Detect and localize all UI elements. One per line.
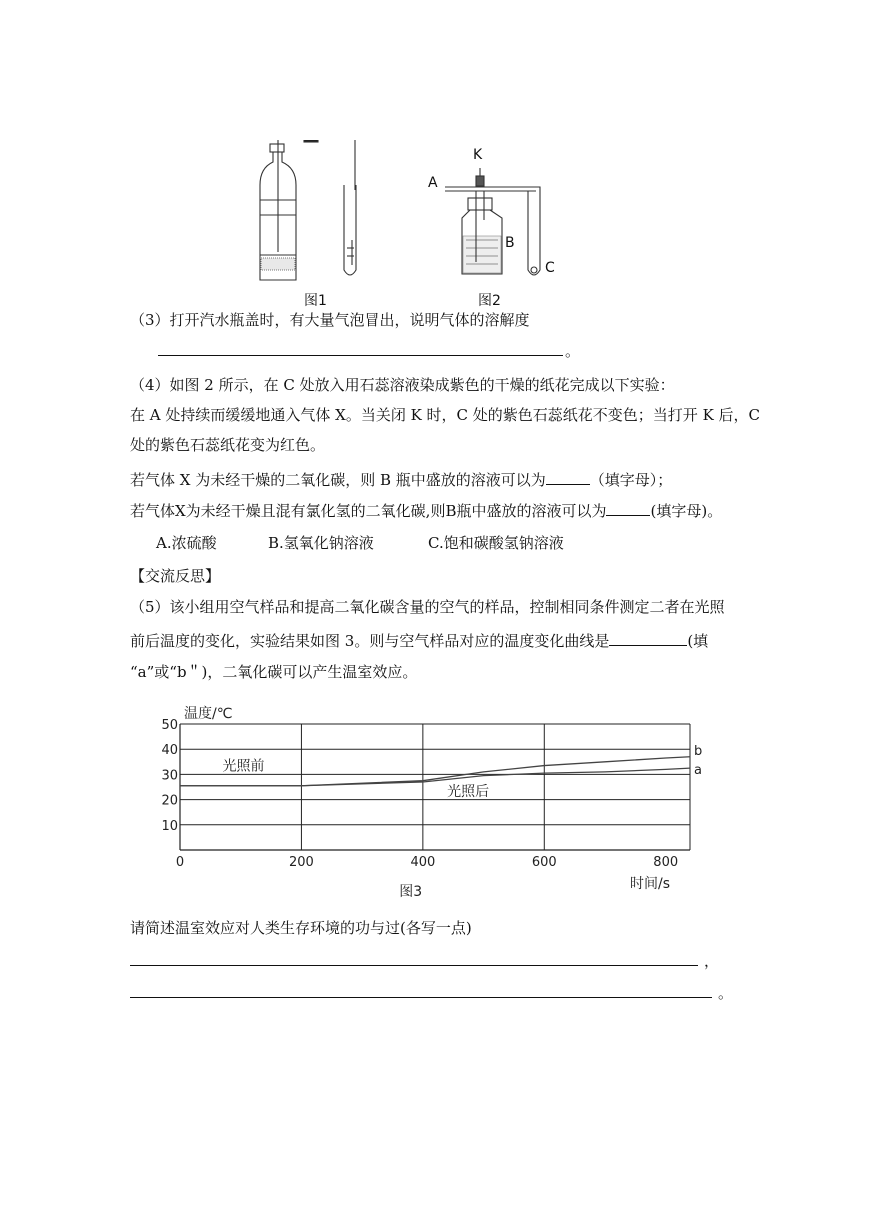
question-6-answer-line-2	[130, 997, 712, 998]
question-4-line2: 在 A 处持续而缓缓地通入气体 X。当关闭 K 时，C 处的紫色石蕊纸花不变色；当打开 K 后，C	[130, 406, 761, 424]
question-4-options	[156, 533, 564, 553]
figure2-label: 图2	[478, 293, 501, 309]
question-3-text: （3）打开汽水瓶盖时，有大量气泡冒出，说明气体的溶解度	[130, 311, 530, 329]
figure2-label-k: K	[473, 147, 483, 163]
question-5-line2-post: (填	[687, 632, 709, 650]
y-tick-label: 20	[161, 793, 178, 809]
question-5-line2	[130, 630, 708, 651]
annotation-after-light: 光照后	[447, 783, 490, 800]
figure2-label-a: A	[428, 175, 438, 191]
question-4-blank-2	[606, 500, 650, 516]
option-c: C.饱和碳酸氢钠溶液	[428, 534, 564, 552]
x-tick-label: 0	[175, 855, 185, 870]
x-tick-label: 800	[653, 855, 679, 870]
question-5-line1: （5）该小组用空气样品和提高二氧化碳含量的空气的样品，控制相同条件测定二者在光照	[130, 598, 725, 616]
figure2-label-c: C	[545, 260, 555, 276]
question-4-line5	[130, 500, 722, 521]
question-5-line3: “a”或“b＂)，二氧化碳可以产生温室效应。	[130, 663, 418, 681]
question-4-line5-post: (填字母)。	[650, 502, 723, 520]
question-4-line3: 处的紫色石蕊纸花变为红色。	[130, 436, 326, 454]
question-4-line5-pre: 若气体X为未经干燥且混有氯化氢的二氧化碳,则B瓶中盛放的溶液可以为	[130, 502, 607, 520]
y-axis-label: 温度/℃	[184, 706, 233, 722]
x-tick-label: 600	[531, 855, 557, 870]
x-axis-label: 时间/s	[630, 876, 671, 892]
y-tick-label: 30	[161, 768, 178, 784]
question-3-end: 。	[565, 342, 581, 360]
section-title: 【交流反思】	[130, 567, 221, 585]
question-4-line4-pre: 若气体 X 为未经干燥的二氧化碳，则 B 瓶中盛放的溶液可以为	[130, 471, 546, 489]
question-6-end-1: ，	[704, 952, 720, 970]
question-4-blank-1	[546, 469, 590, 485]
question-6-end-2: 。	[718, 984, 734, 1002]
x-tick-label: 400	[410, 855, 436, 870]
figure2-gas-apparatus	[445, 168, 540, 275]
x-tick-label: 200	[289, 855, 314, 870]
question-6-text: 请简述温室效应对人类生存环境的功与过(各写一点)	[130, 919, 472, 937]
temperature-chart	[150, 698, 710, 898]
question-5-line2-pre: 前后温度的变化，实验结果如图 3。则与空气样品对应的温度变化曲线是	[130, 632, 610, 650]
y-tick-label: 40	[161, 743, 178, 759]
figure1-bottle-apparatus	[260, 140, 356, 280]
apparatus-figures	[240, 140, 570, 310]
question-4-intro: （4）如图 2 所示，在 C 处放入用石蕊溶液染成紫色的干燥的纸花完成以下实验：	[130, 376, 675, 394]
option-b: B.氢氧化钠溶液	[268, 534, 374, 552]
question-4-line4-post: （填字母）；	[589, 471, 673, 489]
series-label-a: a	[694, 763, 702, 779]
y-tick-label: 50	[161, 718, 178, 733]
question-6-answer-line-1	[130, 965, 698, 966]
question-5-blank	[609, 630, 687, 646]
figure3-label: 图3	[399, 884, 423, 898]
series-label-b: b	[694, 743, 703, 759]
figure1-label: 图1	[304, 293, 327, 309]
question-4-line4	[130, 469, 672, 490]
figure2-label-b: B	[505, 235, 515, 251]
y-tick-label: 10	[161, 818, 178, 834]
question-3-answer-line	[158, 355, 563, 356]
option-a: A.浓硫酸	[156, 534, 217, 552]
annotation-before-light: 光照前	[222, 758, 265, 775]
